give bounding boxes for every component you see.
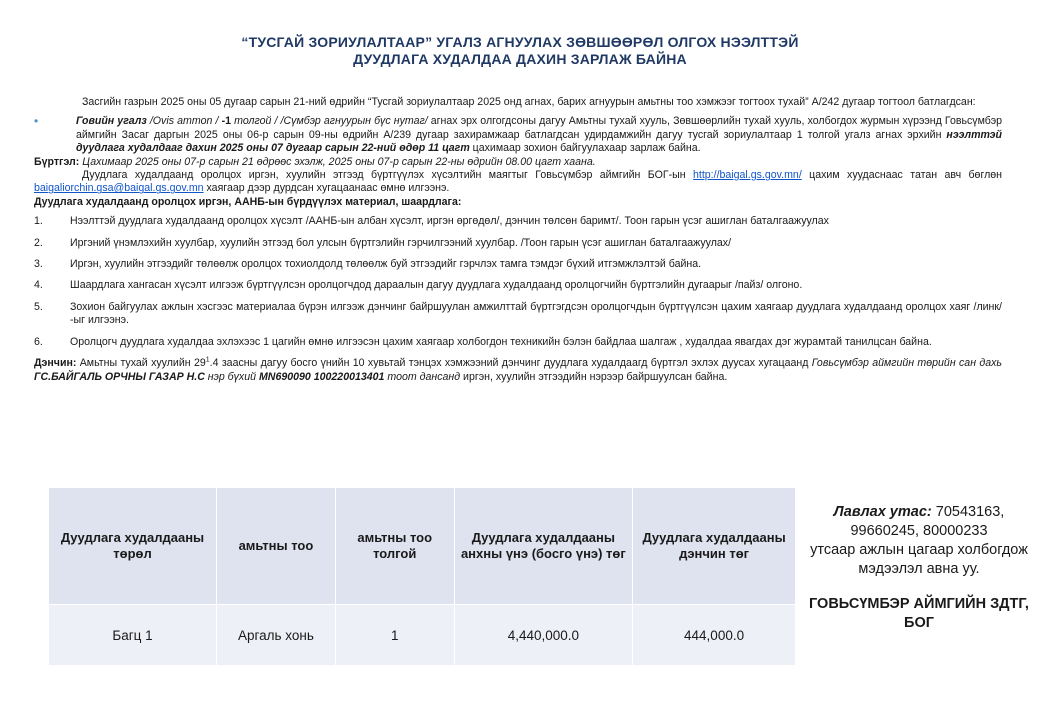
list-item: 1. Нээлттэй дуудлага худалдаанд оролцох хүсэлт /ААНБ-ын албан хүсэлт, иргэн өргөдөл/, дэнчин төлсөн баримт/. Тоон гарын үсэг ашиглан баталгаажуулах bbox=[34, 215, 829, 228]
list-item: 4. Шаардлага хангасан хүсэлт илгээж бүртгүүлсэн оролцогчдод дараалын дагуу дуудлага худалдаанд оролцогчийн бүртгэлийн дугаарыг /пайз/ олгоно. bbox=[34, 279, 803, 292]
column-header: амьтны тоо bbox=[217, 488, 336, 605]
email-link[interactable]: baigaliorchin.gsa@baigal.gs.gov.mn bbox=[34, 182, 204, 195]
title-line-1: “ТУСГАЙ ЗОРИУЛАЛТААР” УГАЛЗ АГНУУЛАХ ЗӨВШӨӨРӨЛ ОЛГОХ НЭЭЛТТЭЙ bbox=[241, 34, 799, 50]
list-item: 2. Иргэний үнэмлэхийн хуулбар, хуулийн этгээд бол улсын бүртгэлийн гэрчилгээний хуулбар. /Тоон гарын үсэг ашиглан баталгаажуулах/ bbox=[34, 236, 732, 249]
column-header: Дуудлага худалдааны дэнчин төг bbox=[633, 488, 796, 605]
list-item: 5. Зохион байгуулах ажлын хэсгээс материалаа бүрэн илгээж дэнчинг байршуулан амжилттай бүртгэгдсэн оролцогчдын бүртгүүлсэн цахим хаягаар дуудлага худалдаанд оролцох хаяг /линк/ -ыг илгээнэ. bbox=[34, 300, 1002, 327]
table-cell: Аргаль хонь bbox=[217, 605, 336, 666]
contact-note: утсаар ажлын цагаар холбогдож мэдээлэл авна уу. bbox=[810, 542, 1028, 577]
contact-phones: Лавлах утас: 70543163, 99660245, 80000233 bbox=[833, 504, 1005, 539]
contact-box bbox=[806, 503, 1032, 633]
table-row bbox=[49, 605, 796, 666]
title-line-2: ДУУДЛАГА ХУДАЛДАА ДАХИН ЗАРЛАЖ БАЙНА bbox=[353, 51, 687, 67]
bullet-item bbox=[34, 115, 1002, 155]
website-link[interactable]: http://baigal.gs.gov.mn/ bbox=[693, 169, 802, 182]
page-title bbox=[0, 34, 1040, 68]
auction-table bbox=[48, 487, 796, 666]
bullet-icon: • bbox=[34, 114, 39, 129]
document-body bbox=[34, 96, 1002, 384]
list-item: 6. Оролцогч дуудлага худалдаа эхлэхээс 1 цагийн өмнө илгээсэн цахим хаягаар холбогдон техникийн бэлэн байдлаа шалгаж , худалдаа явагдах дэг журамтай танилцсан байна. bbox=[34, 335, 932, 348]
table-cell: 4,440,000.0 bbox=[454, 605, 633, 666]
column-header: амьтны тоо толгой bbox=[335, 488, 454, 605]
deposit-paragraph: Дэнчин: Амьтны тухай хуулийн $29^1.4$ заасны дагуу босго үнийн 10 хувьтай тэнцэх хэмжээний дэнчинг дуудлага худалдаагд бүртгэл эхлэх дуусах хугацаанд Говьсүмбэр аймгийн төрийн сан дахь ГС.БАЙГАЛЬ ОРЧНЫ ГАЗАР Н.С нэр бүхий MN690090 100220013401 тоот дансанд иргэн, хуулийн этгээдийн нэрээр байршуулсан байна. bbox=[34, 356, 1002, 383]
requirements-list bbox=[34, 215, 1002, 349]
column-header: Дуудлага худалдааны төрөл bbox=[49, 488, 217, 605]
intro-paragraph: Засгийн газрын 2025 оны 05 дугаар сарын 21-ний өдрийн “Тусгай зориулалтаар 2025 онд агнах, барих агнуурын амьтны тоо хэмжээг тогтоох тухай” А/242 дугаар тогтоол батлагдсан: bbox=[82, 96, 976, 108]
table-cell: Багц 1 bbox=[49, 605, 217, 666]
organization-name: ГОВЬСҮМБЭР АЙМГИЙН ЗДТГ, БОГ bbox=[809, 596, 1029, 631]
materials-heading: Дуудлага худалдаанд оролцох иргэн, ААНБ-ын бүрдүүлэх материал, шаардлага: bbox=[34, 195, 462, 208]
column-header: Дуудлага худалдааны анхны үнэ (босго үнэ) төг bbox=[454, 488, 633, 605]
participation-paragraph: Дуудлага худалдаанд оролцох иргэн, хуулийн этгээд бүртгүүлэх хүсэлтийн маягтыг Говьсүмбэр аймгийн БОГ-ын http://baigal.gs.gov.mn/ цахим хуудаснаас татан авч бөглөн baigaliorchin.gsa@baigal.gs.gov.mn хаягаар дээр дурдсан хугацаанаас өмнө илгээнэ. bbox=[34, 169, 1002, 195]
table-cell: 444,000.0 bbox=[633, 605, 796, 666]
table-cell: 1 bbox=[335, 605, 454, 666]
registration-paragraph: Бүртгэл: Цахимаар 2025 оны 07-р сарын 21 өдрөөс эхэлж, 2025 оны 07-р сарын 22-ны өдрийн 08.00 цагт хаана. bbox=[34, 155, 596, 168]
list-item: 3. Иргэн, хуулийн этгээдийг төлөөлж оролцох тохиолдолд төлөөлж буй этгээдийг гэрчлэх тамга тэмдэг бүхий итгэмжлэлтэй байна. bbox=[34, 258, 702, 271]
table-header-row bbox=[49, 488, 796, 605]
bullet-text: Говийн угалз /Ovis ammon / -1 толгой / /Сүмбэр агнуурын бүс нутаг/ агнах эрх олгогдсоны дагуу Амьтны тухай хууль, Зөвшөөрлийн тухай хууль, холбогдох журмын хүрээнд Говьсүмбэр аймгийн Засаг даргын 2025 оны 06-р сарын 09-ны өдрийн А/239 дугаар захирамжаар батлагдсан удирдамжийн дагуу тусгай зориулалтаар 1 толгой угалз агнах эрхийн нээлттэй дуудлага худалдааг дахин 2025 оны 07 дугаар сарын 22-ний өдөр 11 цагт цахимаар зохион байгуулахаар зарлаж байна. bbox=[76, 115, 1002, 155]
